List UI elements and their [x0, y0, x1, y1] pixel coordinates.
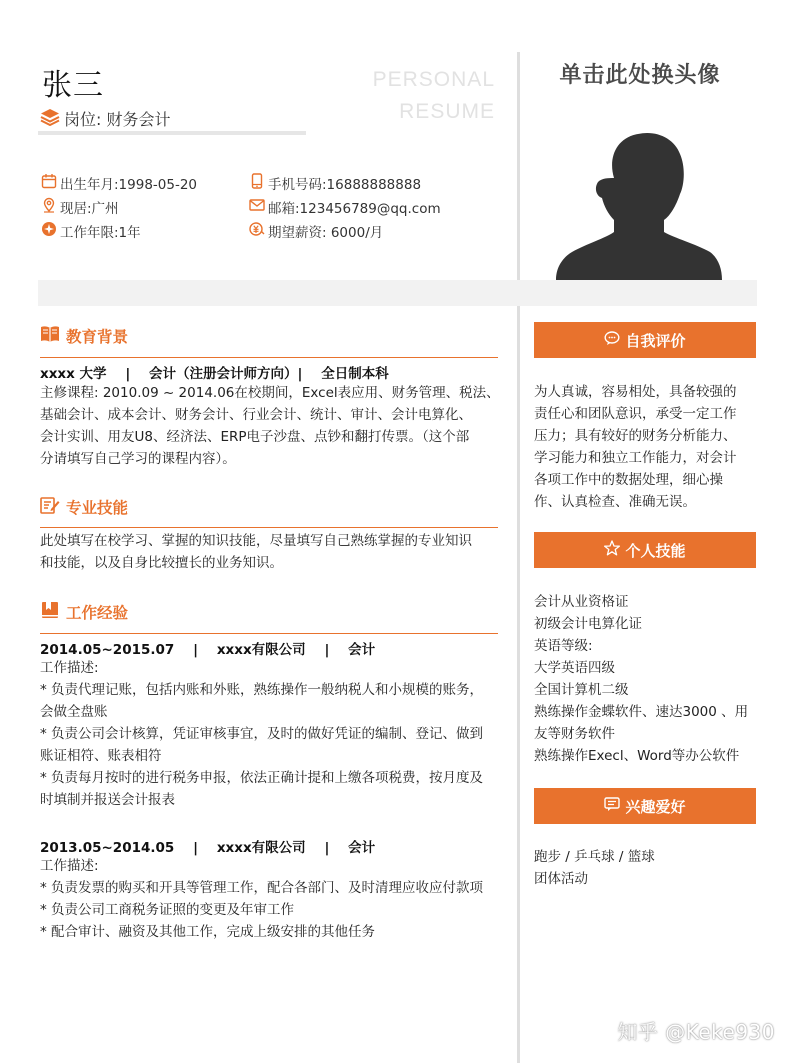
position-underline	[38, 131, 306, 135]
stack-layers-icon	[40, 108, 60, 130]
education-headline: xxxx 大学 | 会计（注册会计师方向）| 全日制本科	[40, 366, 389, 382]
job-line: 时填制并报送会计报表	[40, 792, 175, 808]
job-2-headline: 2013.05~2014.05 | xxxx有限公司 | 会计	[40, 840, 376, 856]
education-line: 分请填写自己学习的课程内容）。	[40, 451, 236, 467]
personal-skill-line: 英语等级:	[534, 638, 593, 654]
skills-line: 此处填写在校学习、掌握的知识技能，尽量填写自己熟练掌握的专业知识	[40, 533, 472, 549]
speech-bubble-icon	[604, 331, 620, 350]
job-1-headline: 2014.05~2015.07 | xxxx有限公司 | 会计	[40, 642, 376, 658]
salary-info	[249, 221, 383, 241]
change-avatar-button[interactable]: 单击此处换头像	[559, 63, 721, 88]
calendar-icon	[41, 173, 57, 193]
job-line: 会做全盘账	[40, 704, 108, 720]
money-icon	[249, 221, 265, 241]
self-eval-line: 为人真诚，容易相处，具备较强的	[534, 384, 737, 400]
job-line: * 负责代理记账，包括内账和外账，熟练操作一般纳税人和小规模的账务，	[40, 682, 484, 698]
salary-text: 期望薪资: 6000/月	[268, 225, 384, 241]
skills-line: 和技能，以及自身比较擅长的业务知识。	[40, 555, 283, 571]
personal-skill-line: 大学英语四级	[534, 660, 615, 676]
resume-name: 张三	[42, 68, 104, 103]
zhihu-watermark: 知乎 @Keke930	[617, 1020, 775, 1044]
residence-text: 现居:广州	[60, 201, 119, 217]
job-line: * 负责发票的购买和开具等管理工作，配合各部门、及时清理应收应付款项	[40, 880, 484, 896]
education-title	[40, 325, 128, 347]
job-line: * 负责每月按时的进行税务申报，依法正确计提和上缴各项税费，按月度及	[40, 770, 484, 786]
email-text: 邮箱:123456789@qq.com	[268, 201, 441, 217]
personal-skill-line: 会计从业资格证	[534, 594, 629, 610]
hobbies-header	[534, 788, 756, 824]
birth-info	[41, 173, 197, 193]
open-book-icon	[40, 325, 60, 347]
message-icon	[604, 797, 620, 816]
job-line: 工作描述:	[40, 858, 99, 874]
phone-info	[249, 173, 421, 193]
personal-skill-line: 初级会计电算化证	[534, 616, 642, 632]
personal-skills-title: 个人技能	[625, 541, 686, 560]
birth-text: 出生年月:1998-05-20	[60, 177, 198, 193]
self-eval-line: 责任心和团队意识，承受一定工作	[534, 406, 737, 422]
location-pin-icon	[41, 197, 57, 217]
job-line: * 配合审计、融资及其他工作，完成上级安排的其他任务	[40, 924, 376, 940]
position-text: 岗位: 财务会计	[64, 110, 171, 129]
education-rule	[40, 357, 498, 358]
job-line: 工作描述:	[40, 660, 99, 676]
skills-body	[40, 530, 472, 574]
skills-title-text: 专业技能	[66, 499, 129, 517]
position-row	[40, 107, 170, 130]
job-line: 账证相符、账表相符	[40, 748, 162, 764]
experience-title	[40, 601, 128, 623]
education-line: 会计实训、用友U8、经济法、ERP电子沙盘、点钞和翻打传票。（这个部	[40, 429, 470, 445]
avatar[interactable]	[556, 128, 722, 284]
self-eval-header	[534, 322, 756, 358]
job-1-description	[40, 657, 483, 811]
experience-title-text: 工作经验	[66, 604, 129, 622]
job-line: * 负责公司工商税务证照的变更及年审工作	[40, 902, 295, 918]
phone-text: 手机号码:16888888888	[268, 177, 422, 193]
hobbies-body	[534, 846, 756, 890]
header-band	[38, 280, 757, 306]
education-title-text: 教育背景	[66, 328, 129, 346]
bookmark-book-icon	[40, 601, 60, 623]
personal-skill-line: 熟练操作金蝶软件、速达3000 、用	[534, 704, 749, 720]
hobby-line: 跑步 / 乒乓球 / 篮球	[534, 849, 655, 865]
avatar-silhouette-icon	[556, 128, 722, 280]
personal-skills-header	[534, 532, 756, 568]
personal-skills-body	[534, 591, 756, 767]
hobbies-title: 兴趣爱好	[625, 797, 686, 816]
education-line: 基础会计、成本会计、财务会计、行业会计、统计、审计、会计电算化、	[40, 407, 472, 423]
resume-watermark: RESUME	[399, 100, 495, 123]
edit-note-icon	[40, 496, 60, 518]
self-eval-line: 作、认真检查、准确无误。	[534, 494, 696, 510]
self-eval-line: 各项工作中的数据处理，细心操	[534, 472, 723, 488]
hobby-line: 团体活动	[534, 871, 588, 887]
personal-skill-line: 熟练操作Execl、Word等办公软件	[534, 748, 740, 764]
personal-watermark: PERSONAL	[372, 68, 495, 91]
envelope-icon	[249, 197, 265, 217]
personal-skill-line: 友等财务软件	[534, 726, 615, 742]
work-years-text: 工作年限:1年	[60, 225, 141, 241]
self-eval-body	[534, 381, 756, 513]
residence-info	[41, 197, 119, 217]
self-eval-line: 学习能力和独立工作能力，对会计	[534, 450, 737, 466]
experience-rule	[40, 633, 498, 634]
star-icon	[604, 540, 620, 560]
email-info	[249, 197, 441, 217]
education-line: 主修课程: 2010.09 ~ 2014.06在校期间，Excel表应用、财务管理、税法、	[40, 385, 500, 401]
self-eval-title: 自我评价	[625, 331, 686, 350]
personal-skill-line: 全国计算机二级	[534, 682, 629, 698]
education-courses	[40, 382, 500, 470]
job-2-description	[40, 855, 483, 943]
job-line: * 负责公司会计核算，凭证审核事宜，及时的做好凭证的编制、登记、做到	[40, 726, 484, 742]
compass-icon	[41, 221, 57, 241]
mobile-phone-icon	[249, 173, 265, 193]
skills-rule	[40, 527, 498, 528]
self-eval-line: 压力；具有较好的财务分析能力、	[534, 428, 737, 444]
skills-title	[40, 496, 128, 518]
work-years-info	[41, 221, 141, 241]
column-divider	[517, 52, 520, 1063]
